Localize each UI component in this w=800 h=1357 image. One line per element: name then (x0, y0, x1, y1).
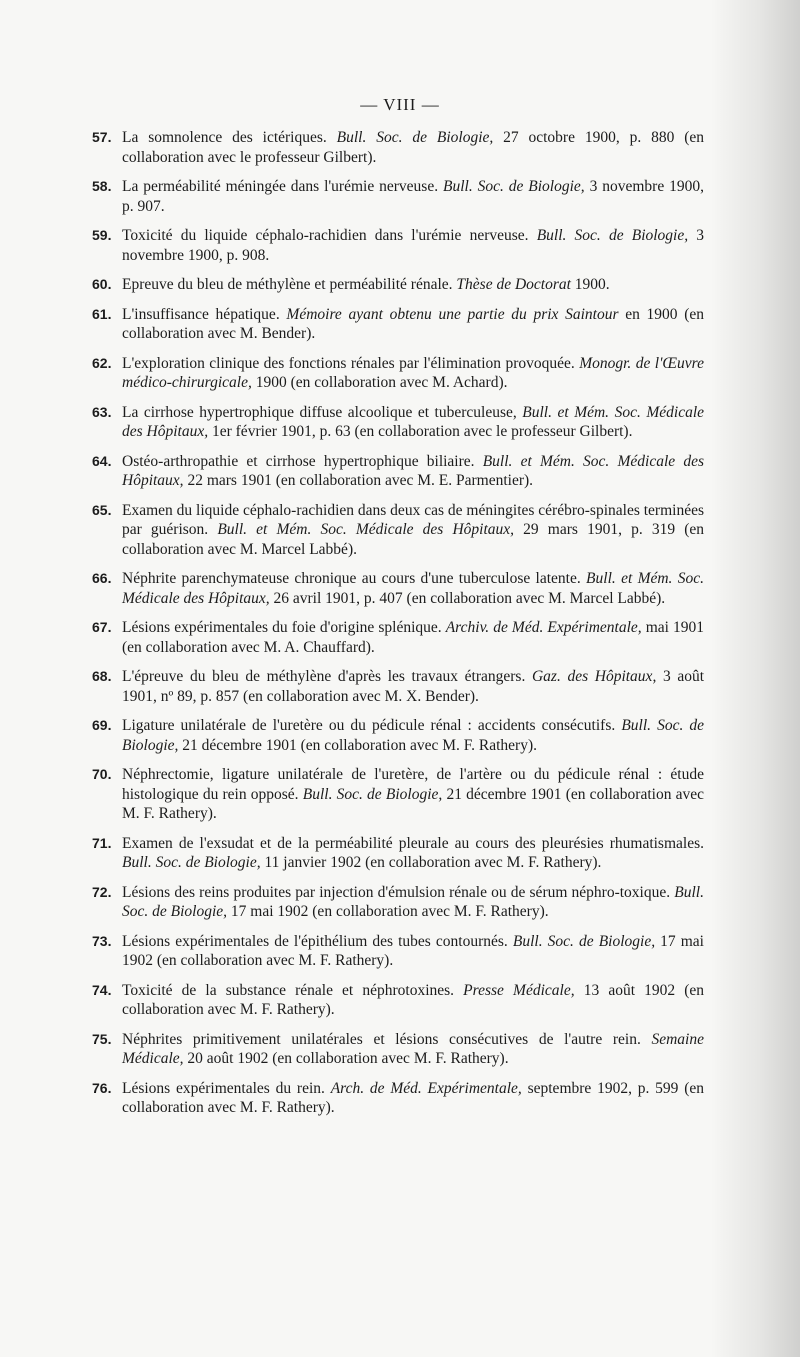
entry-source: Semaine Médicale, (122, 1030, 704, 1067)
entry-details: 22 mars 1901 (en collaboration avec M. E. Parmentier). (187, 472, 534, 489)
page-number: — VIII — (360, 95, 440, 114)
entry-source: Bull. et Mém. Soc. Médicale des Hôpitaux, (217, 521, 515, 538)
entry-number: 74. (92, 981, 112, 998)
entry-number: 59. (92, 227, 112, 243)
list-item (92, 618, 704, 657)
entry-title: Ostéo-arthropathie et cirrhose hypertrophique biliaire. (122, 452, 475, 470)
entry-source: Archiv. de Méd. Expérimentale, (445, 619, 642, 636)
entry-source: Arch. de Méd. Expérimentale, (330, 1079, 522, 1097)
entry-details: 1900. (574, 276, 610, 293)
list-item (92, 834, 704, 873)
entry-source: Bull. Soc. de Biologie, (512, 932, 656, 950)
entry-source: Mémoire ayant obtenu une partie du prix Saintour (286, 305, 619, 323)
entry-number: 67. (92, 619, 112, 635)
entry-title: La cirrhose hypertrophique diffuse alcoolique et tuberculeuse, (122, 403, 517, 421)
list-item (92, 765, 704, 824)
entry-title: La somnolence des ictériques. (122, 129, 327, 146)
entry-title: Epreuve du bleu de méthylène et perméabilité rénale. (122, 276, 453, 293)
list-item (92, 981, 704, 1020)
entry-number: 64. (92, 452, 112, 469)
entry-title: Examen du liquide céphalo-rachidien dans deux cas de méningites cérébro-spinales terminées par guérison. (122, 501, 704, 538)
list-item (92, 354, 704, 393)
entry-details: 3 novembre 1900, p. 907. (122, 178, 705, 215)
entry-title: Ligature unilatérale de l'uretère ou du pédicule rénal : accidents consécutifs. (122, 717, 616, 734)
list-item (92, 716, 704, 755)
bibliography-list (92, 128, 704, 1128)
entry-number: 76. (92, 1079, 112, 1096)
entry-number: 57. (92, 129, 112, 145)
entry-title: La perméabilité méningée dans l'urémie nerveuse. (122, 178, 439, 195)
list-item (92, 305, 704, 344)
entry-source: Bull. Soc. de Biologie, (302, 785, 443, 803)
list-item (92, 1079, 704, 1118)
entry-details: 20 août 1902 (en collaboration avec M. F. Rathery). (187, 1050, 509, 1067)
entry-source: Bull. Soc. de Biologie, (442, 178, 585, 195)
list-item (92, 452, 704, 491)
entry-source: Gaz. des Hôpitaux, (531, 668, 657, 685)
entry-title: Lésions expérimentales du rein. (122, 1079, 325, 1097)
entry-source: Bull. Soc. de Biologie, (536, 227, 689, 244)
entry-number: 68. (92, 668, 112, 684)
list-item (92, 177, 704, 216)
entry-title: L'épreuve du bleu de méthylène d'après les travaux étrangers. (122, 668, 526, 685)
entry-title: Néphrite parenchymateuse chronique au cours d'une tuberculose latente. (122, 570, 581, 587)
entry-source: Monogr. de l'Œuvre médico-chirurgicale, (122, 354, 704, 391)
entry-source: Presse Médicale, (463, 981, 575, 999)
entry-details: 17 mai 1902 (en collaboration avec M. F. Rathery). (230, 903, 549, 920)
list-item (92, 275, 704, 295)
entry-number: 61. (92, 305, 112, 322)
entry-details: 29 mars 1901, p. 319 (en collaboration avec M. Marcel Labbé). (122, 521, 705, 558)
list-item (92, 667, 704, 706)
list-item (92, 403, 704, 442)
entry-title: L'insuffisance hépatique. (122, 305, 280, 323)
entry-details: 1900 (en collaboration avec M. Achard). (255, 374, 508, 391)
entry-title: Lésions expérimentales du foie d'origine splénique. (122, 619, 442, 636)
entry-number: 63. (92, 403, 112, 420)
entry-source: Bull. et Mém. Soc. Médicale des Hôpitaux, (122, 403, 705, 440)
entry-source: Thèse de Doctorat (456, 276, 571, 293)
entry-title: Lésions des reins produites par injection d'émulsion rénale ou de sérum néphro-toxique. (122, 883, 671, 901)
entry-details: 21 décembre 1901 (en collaboration avec M. F. Rathery). (182, 736, 537, 754)
list-item (92, 501, 704, 560)
entry-details: 27 octobre 1900, p. 880 (en collaboration avec le professeur Gilbert). (122, 129, 704, 166)
list-item (92, 1030, 704, 1069)
entry-number: 71. (92, 834, 112, 851)
entry-number: 75. (92, 1030, 112, 1047)
entry-details: 17 mai 1902 (en collaboration avec M. F. Rathery). (122, 932, 704, 969)
entry-details: en 1900 (en collaboration avec M. Bender). (122, 305, 705, 342)
list-item (92, 226, 704, 265)
entry-source: Bull. Soc. de Biologie, (122, 883, 704, 920)
entry-source: Bull. et Mém. Soc. Médicale des Hôpitaux, (122, 570, 704, 607)
list-item (92, 569, 704, 608)
entry-details: 3 novembre 1900, p. 908. (122, 227, 705, 264)
entry-number: 69. (92, 717, 112, 733)
entry-source: Bull. Soc. de Biologie, (122, 854, 261, 871)
entry-number: 62. (92, 354, 112, 371)
entry-source: Bull. Soc. de Biologie, (336, 129, 494, 146)
entry-title: Néphrites primitivement unilatérales et lésions consécutives de l'autre rein. (122, 1030, 641, 1048)
entry-source: Bull. et Mém. Soc. Médicale des Hôpitaux, (122, 452, 704, 489)
entry-title: Toxicité de la substance rénale et néphrotoxines. (122, 981, 455, 999)
list-item (92, 128, 704, 167)
entry-details: septembre 1902, p. 599 (en collaboration avec M. F. Rathery). (122, 1079, 704, 1116)
entry-number: 60. (92, 276, 112, 292)
entry-number: 66. (92, 570, 112, 586)
entry-details: 26 avril 1901, p. 407 (en collaboration avec M. Marcel Labbé). (273, 589, 666, 607)
entry-details: 11 janvier 1902 (en collaboration avec M. F. Rathery). (264, 854, 602, 871)
list-item (92, 883, 704, 922)
entry-source: Bull. Soc. de Biologie, (122, 717, 705, 754)
entry-number: 65. (92, 501, 112, 518)
entry-details: 21 décembre 1901 (en collaboration avec M. F. Rathery). (122, 785, 705, 822)
entry-title: Néphrectomie, ligature unilatérale de l'uretère, de l'artère ou du pédicule rénal : étude histologique du rein opposé. (122, 766, 704, 803)
entry-number: 58. (92, 178, 112, 194)
entry-title: Toxicité du liquide céphalo-rachidien dans l'urémie nerveuse. (122, 227, 529, 244)
entry-details: 3 août 1901, nº 89, p. 857 (en collaboration avec M. X. Bender). (122, 668, 705, 705)
entry-title: L'exploration clinique des fonctions rénales par l'élimination provoquée. (122, 354, 575, 372)
entry-title: Lésions expérimentales de l'épithélium des tubes contournés. (122, 932, 508, 950)
entry-details: 1er février 1901, p. 63 (en collaboration avec le professeur Gilbert). (211, 423, 633, 440)
entry-details: mai 1901 (en collaboration avec M. A. Chauffard). (122, 619, 705, 656)
entry-number: 73. (92, 932, 112, 949)
entry-title: Examen de l'exsudat et de la perméabilité pleurale au cours des pleurésies rhumatismales. (122, 834, 704, 852)
entry-details: 13 août 1902 (en collaboration avec M. F. Rathery). (122, 981, 705, 1018)
entry-number: 70. (92, 766, 112, 782)
list-item (92, 932, 704, 971)
entry-number: 72. (92, 883, 112, 900)
